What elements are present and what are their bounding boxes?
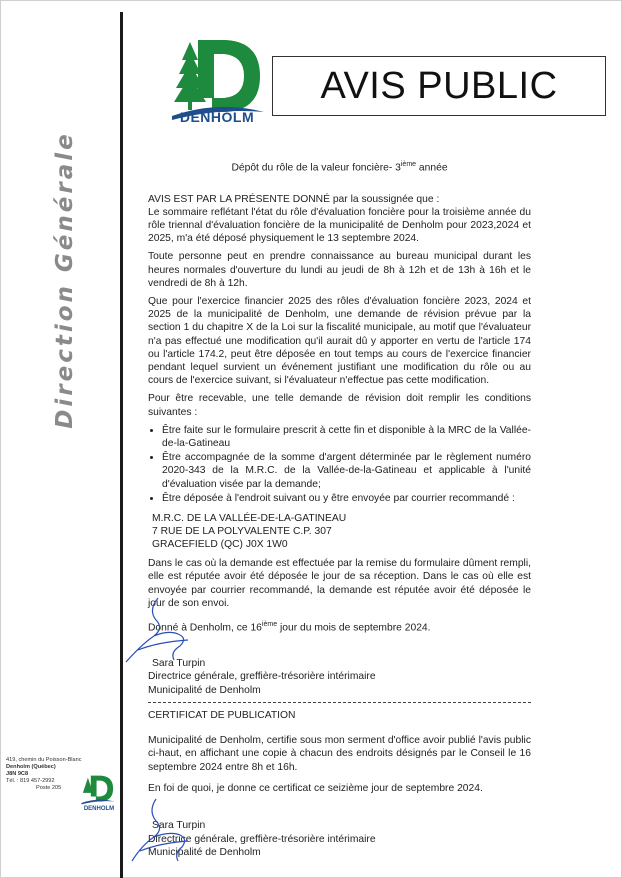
given-end: jour du mois de septembre 2024. bbox=[277, 622, 431, 634]
signer-name: Sara Turpin bbox=[152, 820, 206, 832]
certificate-paragraph-1: Municipalité de Denholm, certifie sous mon serment d'office avoir publié l'avis public ci-haut, en affichant une copie à chacun des endroits désignés par le Conseil le 16 septembre 2024 entre 8h et 16h. bbox=[148, 735, 531, 773]
subtitle-end: année bbox=[416, 162, 448, 174]
notice-paragraph-2: Toute personne peut en prendre connaissance au bureau municipal durant les heures normales d'ouverture du lundi au jeudi de 8h à 12h et de 13h à 16h et le vendredi de 8h à 12h. bbox=[148, 251, 531, 289]
notice-paragraph-1: Le sommaire reflétant l'état du rôle d'évaluation foncière pour la troisième année du rôle triennal d'évaluation foncière de la municipalité de Denholm pour 2023,2024 et 2025, m'a été déposé physiquement le 13 septembre 2024. bbox=[148, 206, 531, 245]
notice-paragraph-5: Dans le cas où la demande est effectuée par la remise du formulaire dûment rempli, elle est réputée avoir été déposée le jour de sa réception. Dans le cas où elle est envoyée par courrier recommandé, la demande est réputée avoir été déposée le jour de son envoi. bbox=[148, 558, 531, 609]
signer-role: Directrice générale, greffière-trésorière intérimaire bbox=[148, 833, 376, 845]
given-at bbox=[148, 618, 531, 635]
divider bbox=[148, 702, 531, 703]
certificate-signature-block bbox=[148, 819, 531, 860]
subtitle-sup: ième bbox=[400, 161, 417, 168]
footer-address-line: Denholm (Québec) bbox=[6, 764, 56, 770]
notice-lead: AVIS EST PAR LA PRÉSENTE DONNÉ par la soussignée que : bbox=[148, 193, 440, 205]
certificate-paragraph-2: En foi de quoi, je donne ce certificat ce seizième jour de septembre 2024. bbox=[148, 782, 483, 794]
notice-subtitle bbox=[148, 158, 531, 175]
footer-address-line: J8N 9C8 bbox=[6, 771, 29, 777]
footer-address-line: Tél. : 819 457-2992 bbox=[6, 778, 55, 784]
signer-role: Directrice générale, greffière-trésorière intérimaire bbox=[148, 671, 376, 683]
sidebar-rule bbox=[120, 12, 123, 878]
notice-paragraph-4: Pour être recevable, une telle demande de révision doit remplir les conditions suivantes : bbox=[148, 393, 531, 418]
footer-address bbox=[6, 757, 84, 792]
footer-address-line: Poste 205 bbox=[36, 785, 62, 791]
logo-letter-d bbox=[198, 40, 260, 112]
address-line: 7 RUE DE LA POLYVALENTE C.P. 307 bbox=[152, 526, 332, 538]
notice-body bbox=[148, 158, 531, 860]
certificate-title: CERTIFICAT DE PUBLICATION bbox=[148, 710, 296, 722]
address-line: M.R.C. DE LA VALLÉE-DE-LA-GATINEAU bbox=[152, 513, 347, 525]
list-item: • Être déposée à l'endroit suivant ou y être envoyée par courrier recommandé : bbox=[162, 492, 531, 505]
mrc-address bbox=[152, 512, 531, 551]
conditions-list bbox=[148, 424, 531, 505]
list-item: • Être faite sur le formulaire prescrit à cette fin et disponible à la MRC de la Vallée-de-la-Gatineau bbox=[162, 424, 531, 450]
subtitle-main: Dépôt du rôle de la valeur foncière- 3 bbox=[231, 162, 401, 174]
given-main: Donné à Denholm, ce 16 bbox=[148, 622, 262, 634]
notice-paragraph-3: Que pour l'exercice financier 2025 des rôles d'évaluation foncière 2023, 2024 et 2025 de la municipalité de Denholm, une demande de révision prévue par la section 1 du chapitre X de la Loi sur la fiscalité municipale, au motif que l'évaluateur n'a pas effectué une modification qu'il aurait dû y apporter en vertu de l'article 174 ou l'article 174.2, peut être déposée en tout temps au cours de l'exercice financier pendant lequel survient un événement justifiant une modification du rôle ou au cours de l'exercice suivant, si l'évaluateur n'effectue pas cette modification. bbox=[148, 296, 531, 387]
signer-name: Sara Turpin bbox=[152, 657, 206, 669]
signature-block bbox=[148, 657, 531, 698]
footer-address-line: 419, chemin du Poisson-Blanc bbox=[6, 757, 82, 763]
sidebar bbox=[40, 120, 90, 440]
logo-text: DENHOLM bbox=[179, 109, 255, 125]
given-sup: ième bbox=[261, 620, 278, 628]
sidebar-title: Direction Générale bbox=[52, 131, 78, 429]
list-item: • Être accompagnée de la somme d'argent déterminée par le règlement numéro 2020-343 de la M.R.C. de la Vallée-de-la-Gatineau et applicable à l'unité d'évaluation visée par la demande; bbox=[162, 451, 531, 491]
footer-logo bbox=[80, 770, 116, 810]
signer-org: Municipalité de Denholm bbox=[148, 847, 261, 859]
signer-org: Municipalité de Denholm bbox=[148, 684, 261, 696]
page-title: AVIS PUBLIC bbox=[272, 56, 606, 116]
address-line: GRACEFIELD (QC) J0X 1W0 bbox=[152, 539, 288, 551]
footer-logo-text: DENHOLM bbox=[83, 806, 115, 812]
